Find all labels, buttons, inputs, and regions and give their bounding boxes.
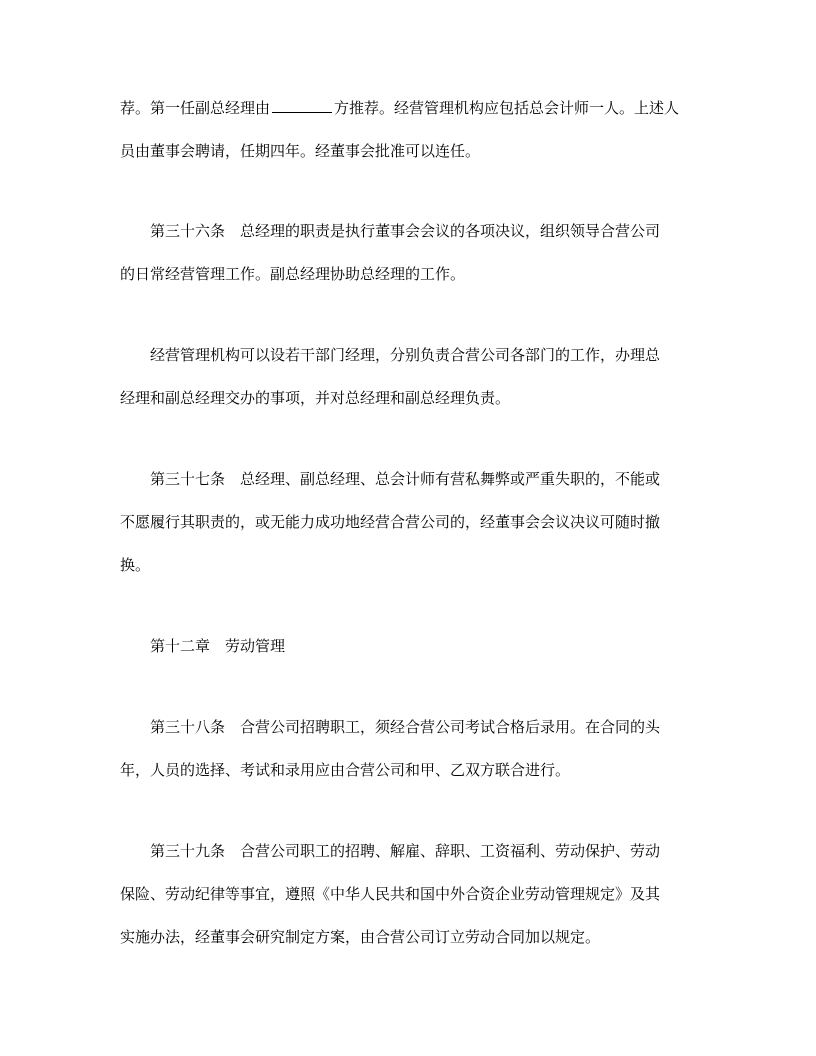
paragraph-line: 的日常经营管理工作。副总经理协助总经理的工作。 [120,265,466,283]
paragraph-line: 经理和副总经理交办的事项，并对总经理和副总经理负责。 [120,389,511,407]
article-36-line [150,221,700,241]
text-segment: 合营公司职工的招聘、解雇、辞职、工资福利、劳动保护、劳动 [240,842,661,860]
fill-in-blank [272,98,332,113]
chapter-heading [150,636,700,656]
paragraph-line: 年，人员的选择、考试和录用应由合营公司和甲、乙双方联合进行。 [120,761,571,779]
text-segment: 总经理、副总经理、总会计师有营私舞弊或严重失职的，不能或 [240,470,661,488]
text-segment: 荐。第一任副总经理由 [120,99,271,117]
article-38-line [150,717,700,737]
article-label: 第三十八条 [150,718,226,736]
text-segment: 总经理的职责是执行董事会会议的各项决议，组织领导合营公司 [240,222,661,240]
paragraph-line: 实施办法，经董事会研究制定方案，由合营公司订立劳动合同加以规定。 [120,928,601,946]
article-label: 第三十九条 [150,842,226,860]
article-39-line [150,841,700,861]
chapter-title: 劳动管理 [225,637,286,655]
chapter-label: 第十二章 [150,637,211,655]
paragraph-line: 不愿履行其职责的，或无能力成功地经营合营公司的，经董事会会议决议可随时撤 [120,513,661,531]
article-37-line [150,469,700,489]
text-segment: 方推荐。经营管理机构应包括总会计师一人。上述人 [334,99,680,117]
article-label: 第三十七条 [150,470,226,488]
paragraph-line: 员由董事会聘请，任期四年。经董事会批准可以连任。 [120,142,481,160]
paragraph-line: 经营管理机构可以设若干部门经理，分别负责合营公司各部门的工作，办理总 [150,346,661,364]
text-segment: 合营公司招聘职工，须经合营公司考试合格后录用。在合同的头 [240,718,661,736]
article-label: 第三十六条 [150,222,226,240]
paragraph-line: 保险、劳动纪律等事宜，遵照《中华人民共和国中外合资企业劳动管理规定》及其 [120,885,661,903]
paragraph-line [120,98,700,118]
paragraph-line: 换。 [120,556,151,574]
